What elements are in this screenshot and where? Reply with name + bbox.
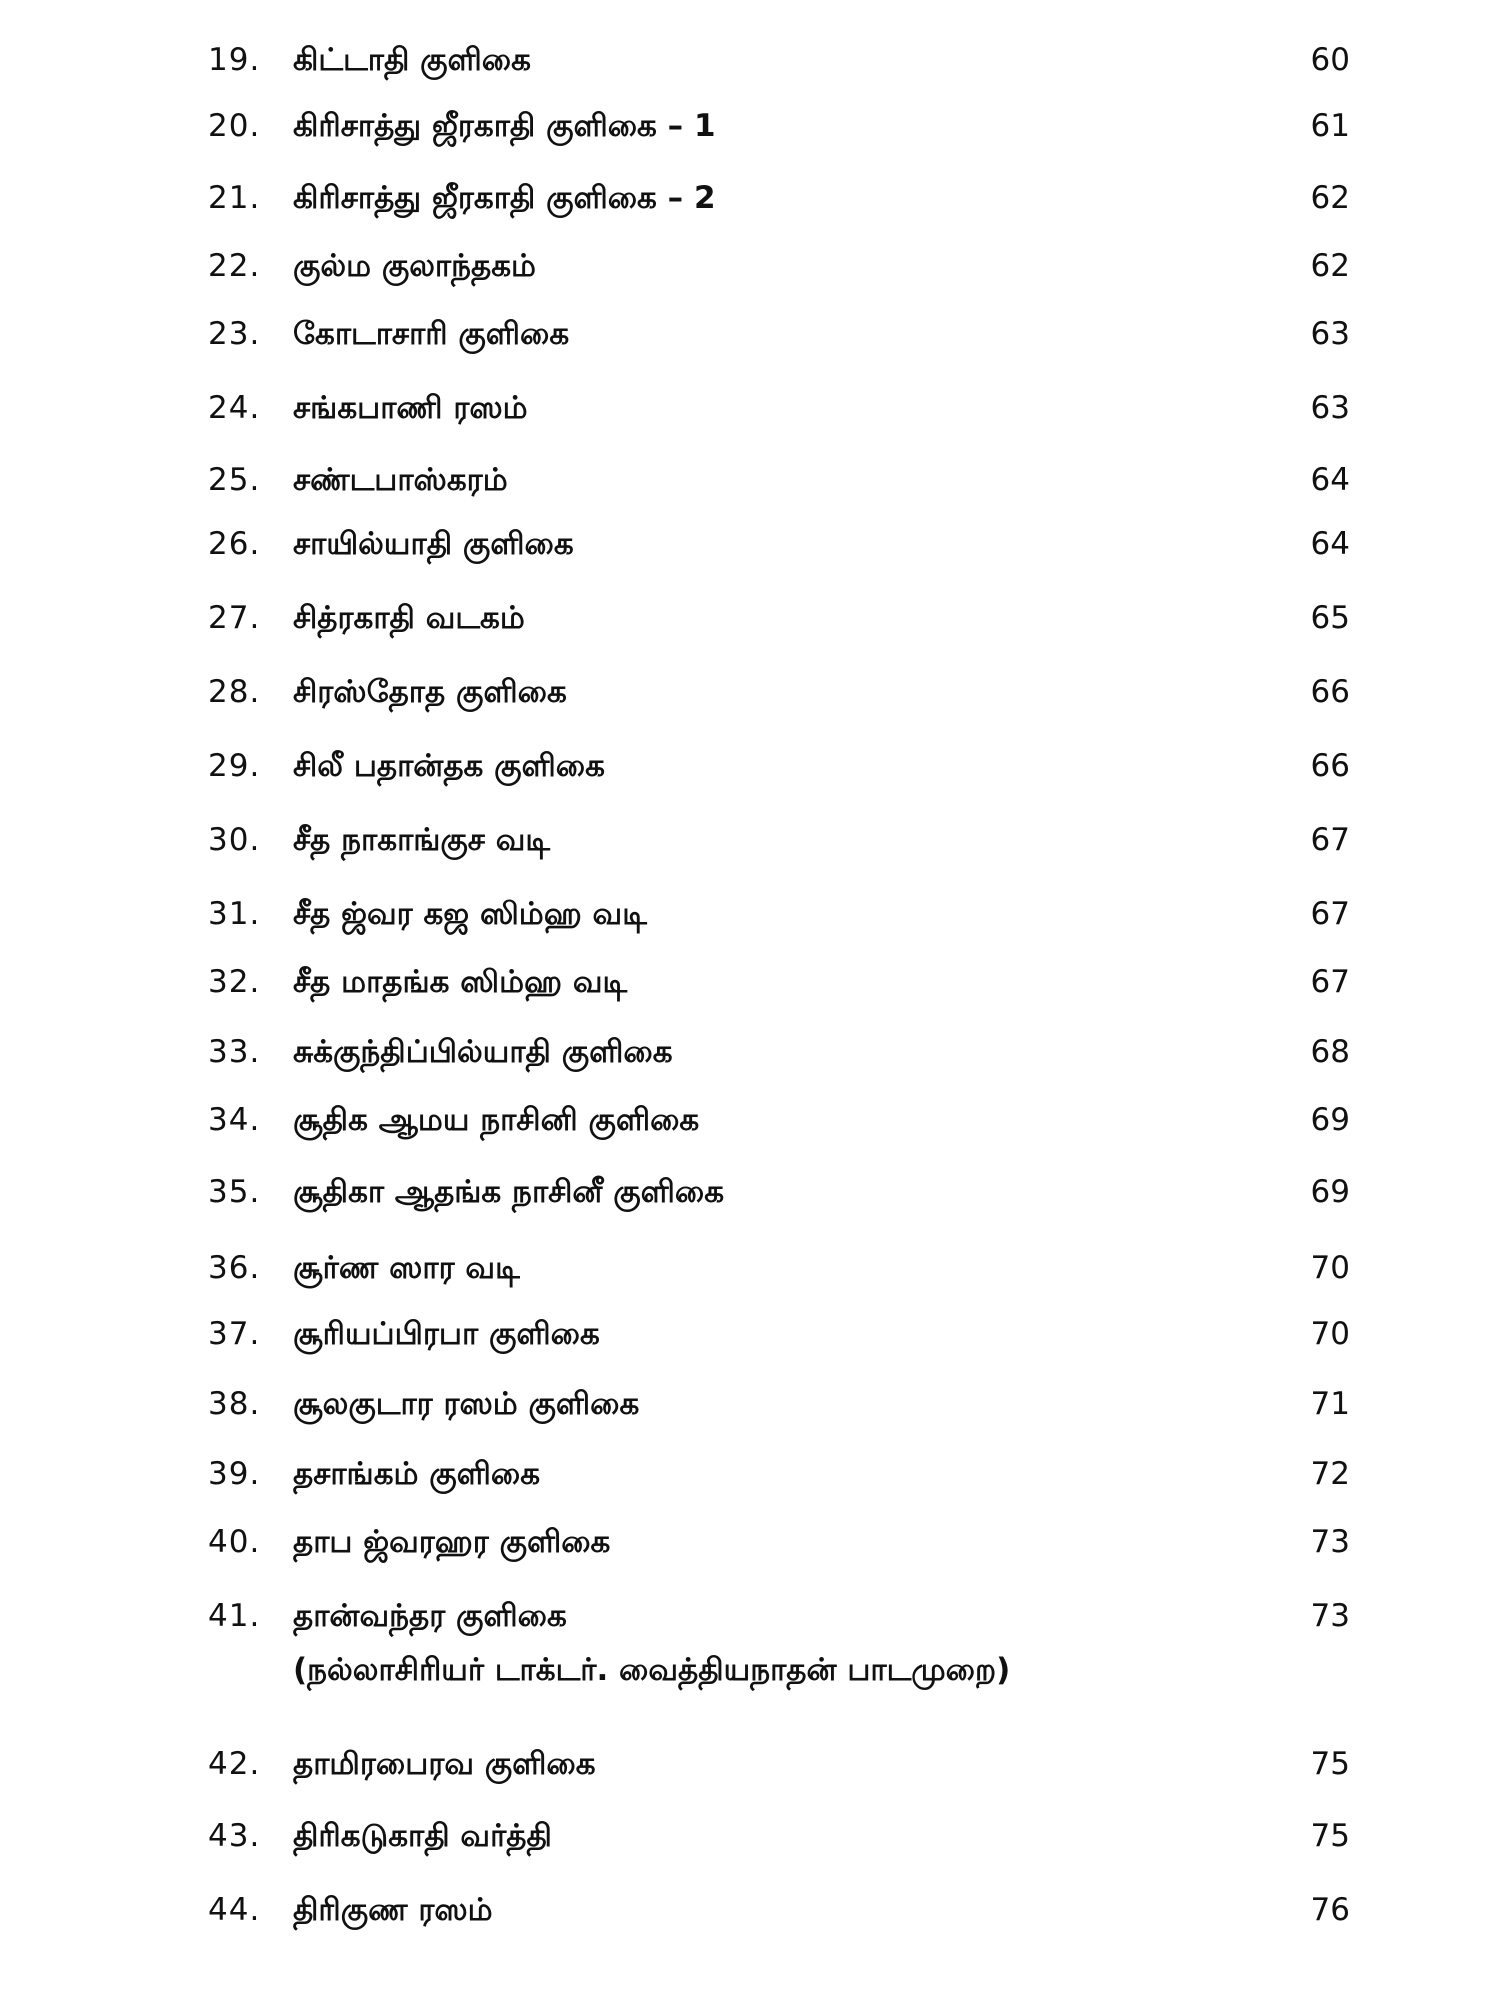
toc-entry bbox=[0, 736, 1500, 796]
entry-title bbox=[293, 1022, 1293, 1082]
entry-page-number: 67 bbox=[1310, 964, 1350, 1000]
entry-number: 20. bbox=[208, 108, 261, 144]
entry-title bbox=[293, 662, 1293, 722]
entry-title-text: சீத மாதங்க ஸிம்ஹ வடி bbox=[293, 964, 628, 1000]
entry-page-number: 63 bbox=[1310, 390, 1350, 426]
entry-title-text: திரிகுண ரஸம் bbox=[293, 1892, 493, 1928]
entry-title-text: சூதிகா ஆதங்க நாசினீ குளிகை bbox=[293, 1174, 725, 1210]
entry-title bbox=[293, 168, 1293, 228]
entry-title bbox=[293, 450, 1293, 510]
entry-page-number: 64 bbox=[1310, 526, 1350, 562]
toc-entry bbox=[0, 378, 1500, 438]
entry-title-text: தாமிரபைரவ குளிகை bbox=[293, 1746, 596, 1782]
entry-page-number: 70 bbox=[1310, 1316, 1350, 1352]
entry-page-number: 65 bbox=[1310, 600, 1350, 636]
entry-number: 21. bbox=[208, 180, 261, 216]
entry-title-text: சிரஸ்தோத குளிகை bbox=[293, 674, 567, 710]
entry-number: 29. bbox=[208, 748, 261, 784]
entry-title-text: சீத நாகாங்குச வடி bbox=[293, 822, 551, 858]
entry-subtitle: (நல்லாசிரியர் டாக்டர். வைத்தியநாதன் பாடமுறை) bbox=[293, 1652, 1011, 1688]
entry-title-text: குல்ம குலாந்தகம் bbox=[293, 248, 536, 284]
entry-title bbox=[293, 1162, 1293, 1222]
entry-title-text: சூதிக ஆமய நாசினி குளிகை bbox=[293, 1102, 700, 1138]
entry-page-number: 62 bbox=[1310, 180, 1350, 216]
entry-page-number: 61 bbox=[1310, 108, 1350, 144]
toc-entry bbox=[0, 1444, 1500, 1504]
entry-title-text: தாப ஜ்வரஹர குளிகை bbox=[293, 1524, 611, 1560]
entry-page-number: 69 bbox=[1310, 1102, 1350, 1138]
entry-page-number: 60 bbox=[1310, 42, 1350, 78]
entry-number: 36. bbox=[208, 1250, 261, 1286]
entry-page-number: 66 bbox=[1310, 674, 1350, 710]
entry-number: 41. bbox=[208, 1598, 261, 1634]
entry-number: 32. bbox=[208, 964, 261, 1000]
toc-entry bbox=[0, 1374, 1500, 1434]
entry-title-text: தான்வந்தர குளிகை bbox=[293, 1598, 567, 1634]
toc-entry bbox=[0, 236, 1500, 296]
entry-title bbox=[293, 304, 1293, 364]
entry-title bbox=[293, 96, 1293, 156]
entry-page-number: 68 bbox=[1310, 1034, 1350, 1070]
entry-page-number: 67 bbox=[1310, 896, 1350, 932]
toc-entry bbox=[0, 1162, 1500, 1222]
entry-title-text: சண்டபாஸ்கரம் bbox=[293, 462, 508, 498]
entry-title bbox=[293, 1374, 1293, 1434]
entry-title-text: சீத ஜ்வர கஜ ஸிம்ஹ வடி bbox=[293, 896, 647, 932]
entry-title bbox=[293, 1734, 1293, 1794]
entry-title-text: சுக்குந்திப்பில்யாதி குளிகை bbox=[293, 1034, 673, 1070]
entry-title-text: சிலீ பதான்தக குளிகை bbox=[293, 748, 605, 784]
entry-page-number: 75 bbox=[1310, 1746, 1350, 1782]
toc-entry bbox=[0, 1880, 1500, 1940]
entry-title bbox=[293, 884, 1293, 944]
entry-number: 40. bbox=[208, 1524, 261, 1560]
entry-page-number: 70 bbox=[1310, 1250, 1350, 1286]
entry-page-number: 73 bbox=[1310, 1524, 1350, 1560]
entry-page-number: 62 bbox=[1310, 248, 1350, 284]
entry-title bbox=[293, 1806, 1293, 1866]
entry-title bbox=[293, 236, 1293, 296]
entry-number: 34. bbox=[208, 1102, 261, 1138]
entry-title bbox=[293, 588, 1293, 648]
entry-title bbox=[293, 1512, 1293, 1572]
toc-entry bbox=[0, 450, 1500, 510]
toc-entry bbox=[0, 30, 1500, 90]
entry-title-text: தசாங்கம் குளிகை bbox=[293, 1456, 541, 1492]
entry-page-number: 71 bbox=[1310, 1386, 1350, 1422]
entry-title bbox=[293, 1880, 1293, 1940]
toc-entry bbox=[0, 952, 1500, 1012]
toc-entry bbox=[0, 662, 1500, 722]
entry-page-number: 76 bbox=[1310, 1892, 1350, 1928]
entry-title-text: கிட்டாதி குளிகை bbox=[293, 42, 531, 78]
entry-number: 31. bbox=[208, 896, 261, 932]
toc-entry bbox=[0, 514, 1500, 574]
entry-page-number: 73 bbox=[1310, 1598, 1350, 1634]
toc-entry bbox=[0, 1090, 1500, 1150]
entry-title bbox=[293, 1090, 1293, 1150]
entry-number: 22. bbox=[208, 248, 261, 284]
entry-title-text: சங்கபாணி ரஸம் bbox=[293, 390, 528, 426]
toc-entry bbox=[0, 168, 1500, 228]
entry-title-text: சாயில்யாதி குளிகை bbox=[293, 526, 574, 562]
entry-number: 26. bbox=[208, 526, 261, 562]
entry-number: 37. bbox=[208, 1316, 261, 1352]
entry-number: 23. bbox=[208, 316, 261, 352]
entry-title bbox=[293, 378, 1293, 438]
entry-page-number: 72 bbox=[1310, 1456, 1350, 1492]
entry-title bbox=[293, 1304, 1293, 1364]
entry-number: 39. bbox=[208, 1456, 261, 1492]
entry-page-number: 66 bbox=[1310, 748, 1350, 784]
toc-entry bbox=[0, 304, 1500, 364]
entry-title bbox=[293, 1444, 1293, 1504]
toc-entry bbox=[0, 1304, 1500, 1364]
entry-page-number: 64 bbox=[1310, 462, 1350, 498]
entry-page-number: 67 bbox=[1310, 822, 1350, 858]
entry-number: 42. bbox=[208, 1746, 261, 1782]
entry-title bbox=[293, 1238, 1293, 1298]
entry-number: 28. bbox=[208, 674, 261, 710]
entry-title-text: கிரிசாத்து ஜீரகாதி குளிகை – 1 bbox=[293, 108, 716, 144]
entry-page-number: 75 bbox=[1310, 1818, 1350, 1854]
toc-entry bbox=[0, 588, 1500, 648]
toc-entry bbox=[0, 884, 1500, 944]
entry-title bbox=[293, 952, 1293, 1012]
entry-title-text: சூலகுடார ரஸம் குளிகை bbox=[293, 1386, 640, 1422]
entry-title-text: சூரியப்பிரபா குளிகை bbox=[293, 1316, 600, 1352]
entry-title bbox=[293, 514, 1293, 574]
entry-page-number: 63 bbox=[1310, 316, 1350, 352]
entry-title-text: சூர்ண ஸார வடி bbox=[293, 1250, 520, 1286]
entry-number: 38. bbox=[208, 1386, 261, 1422]
entry-number: 19. bbox=[208, 42, 261, 78]
entry-title-text: திரிகடுகாதி வர்த்தி bbox=[293, 1818, 552, 1854]
entry-title-text: சித்ரகாதி வடகம் bbox=[293, 600, 525, 636]
toc-entry bbox=[0, 1806, 1500, 1866]
entry-title-text: கிரிசாத்து ஜீரகாதி குளிகை – 2 bbox=[293, 180, 716, 216]
entry-number: 35. bbox=[208, 1174, 261, 1210]
entry-number: 27. bbox=[208, 600, 261, 636]
entry-number: 44. bbox=[208, 1892, 261, 1928]
toc-entry bbox=[0, 1512, 1500, 1572]
toc-entry bbox=[0, 1238, 1500, 1298]
toc-entry bbox=[0, 810, 1500, 870]
entry-number: 24. bbox=[208, 390, 261, 426]
entry-title bbox=[293, 1586, 1293, 1690]
entry-page-number: 69 bbox=[1310, 1174, 1350, 1210]
entry-number: 33. bbox=[208, 1034, 261, 1070]
toc-entry bbox=[0, 1022, 1500, 1082]
entry-title bbox=[293, 736, 1293, 796]
entry-number: 43. bbox=[208, 1818, 261, 1854]
entry-number: 25. bbox=[208, 462, 261, 498]
entry-title bbox=[293, 30, 1293, 90]
toc-entry bbox=[0, 1586, 1500, 1688]
entry-number: 30. bbox=[208, 822, 261, 858]
entry-title-text: கோடாசாரி குளிகை bbox=[293, 316, 570, 352]
toc-entry bbox=[0, 96, 1500, 156]
toc-entry bbox=[0, 1734, 1500, 1794]
entry-title bbox=[293, 810, 1293, 870]
